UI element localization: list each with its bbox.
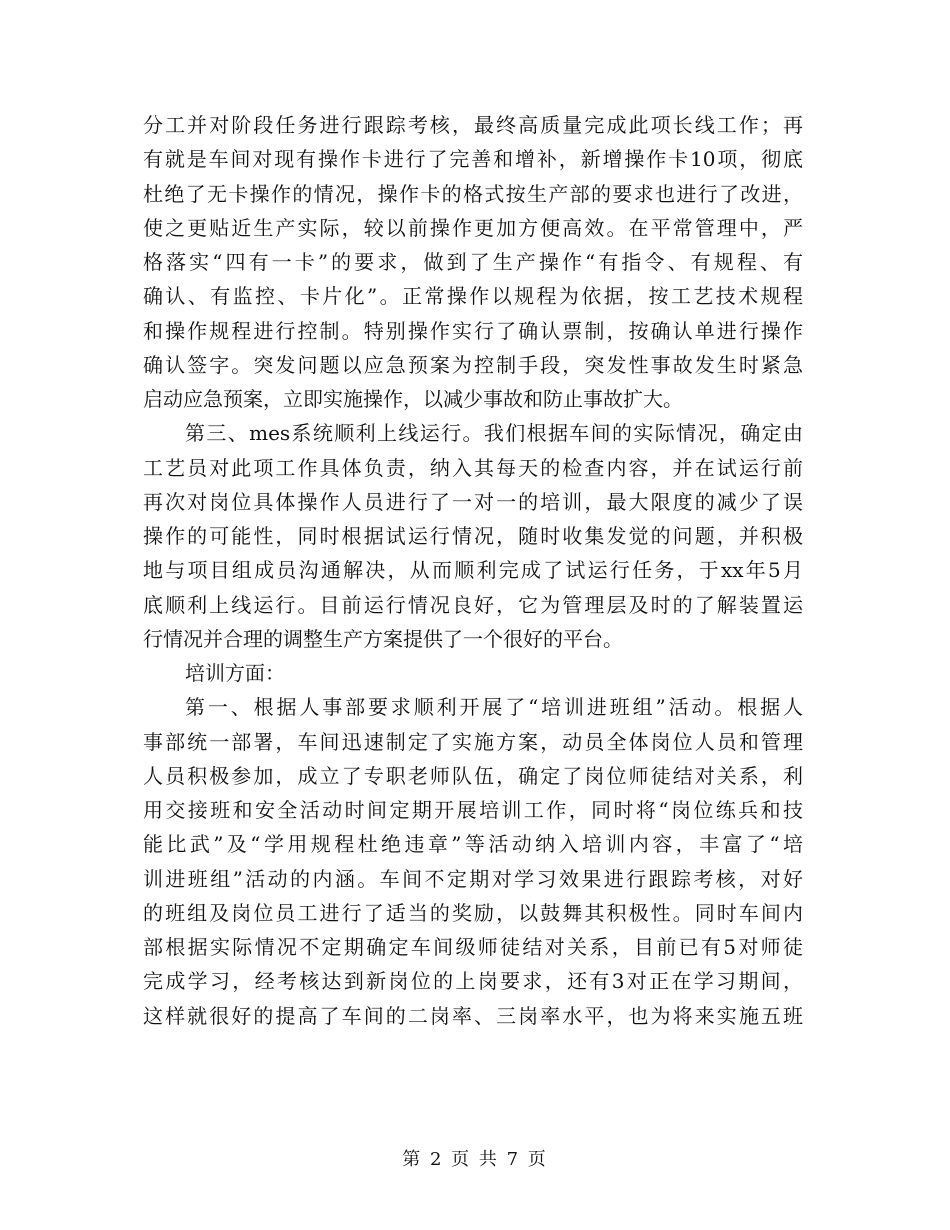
text-line: 有就是车间对现有操作卡进行了完善和增补，新增操作卡10项，彻底 bbox=[143, 147, 803, 172]
text-line: 和操作规程进行控制。特别操作实行了确认票制，按确认单进行操作 bbox=[143, 318, 803, 343]
text-line: 事部统一部署，车间迅速制定了实施方案，动员全体岗位人员和管理 bbox=[143, 729, 803, 754]
document-body bbox=[143, 108, 803, 1033]
paragraph-start-line: 第三、mes系统顺利上线运行。我们根据车间的实际情况，确定由 bbox=[185, 421, 803, 446]
text-line: 启动应急预案，立即实施操作，以减少事故和防止事故扩大。 bbox=[143, 387, 683, 411]
text-line: 格落实“四有一卡”的要求，做到了生产操作“有指令、有规程、有 bbox=[143, 250, 803, 274]
text-line: 部根据实际情况不定期确定车间级师徒结对关系，目前已有5对师徒 bbox=[143, 935, 803, 959]
text-line: 再次对岗位具体操作人员进行了一对一的培训，最大限度的减少了误 bbox=[143, 489, 803, 514]
text-line: 能比武”及“学用规程杜绝违章”等活动纳入培训内容，丰富了“培 bbox=[143, 832, 803, 857]
text-line: 行情况并合理的调整生产方案提供了一个很好的平台。 bbox=[143, 626, 623, 651]
text-line: 完成学习，经考核达到新岗位的上岗要求，还有3对正在学习期间， bbox=[143, 969, 803, 994]
text-line: 操作的可能性，同时根据试运行情况，随时收集发觉的问题，并积极 bbox=[143, 524, 803, 548]
text-line: 使之更贴近生产实际，较以前操作更加方便高效。在平常管理中，严 bbox=[143, 215, 803, 240]
text-line: 的班组及岗位员工进行了适当的奖励，以鼓舞其积极性。同时车间内 bbox=[143, 900, 803, 925]
section-heading: 培训方面： bbox=[185, 661, 285, 685]
text-line: 这样就很好的提高了车间的二岗率、三岗率水平，也为将来实施五班 bbox=[143, 1003, 803, 1028]
text-line: 工艺员对此项工作具体负责，纳入其每天的检查内容，并在试运行前 bbox=[143, 455, 803, 480]
text-line: 地与项目组成员沟通解决，从而顺利完成了试运行任务，于xx年5月 bbox=[143, 558, 803, 583]
text-line: 杜绝了无卡操作的情况，操作卡的格式按生产部的要求也进行了改进， bbox=[143, 181, 803, 206]
text-line: 底顺利上线运行。目前运行情况良好，它为管理层及时的了解装置运 bbox=[143, 592, 803, 617]
page-number-footer: 第 2 页 共 7 页 bbox=[402, 1149, 548, 1170]
text-line: 确认、有监控、卡片化”。正常操作以规程为依据，按工艺技术规程 bbox=[143, 284, 803, 309]
text-line: 训进班组”活动的内涵。车间不定期对学习效果进行跟踪考核，对好 bbox=[143, 866, 803, 891]
text-line: 确认签字。突发问题以应急预案为控制手段，突发性事故发生时紧急 bbox=[143, 352, 803, 377]
text-line: 分工并对阶段任务进行跟踪考核，最终高质量完成此项长线工作；再 bbox=[143, 113, 803, 137]
paragraph-start-line: 第一、根据人事部要求顺利开展了“培训进班组”活动。根据人 bbox=[185, 695, 803, 720]
text-line: 人员积极参加，成立了专职老师队伍，确定了岗位师徒结对关系，利 bbox=[143, 763, 803, 788]
text-line: 用交接班和安全活动时间定期开展培训工作，同时将“岗位练兵和技 bbox=[143, 798, 803, 822]
